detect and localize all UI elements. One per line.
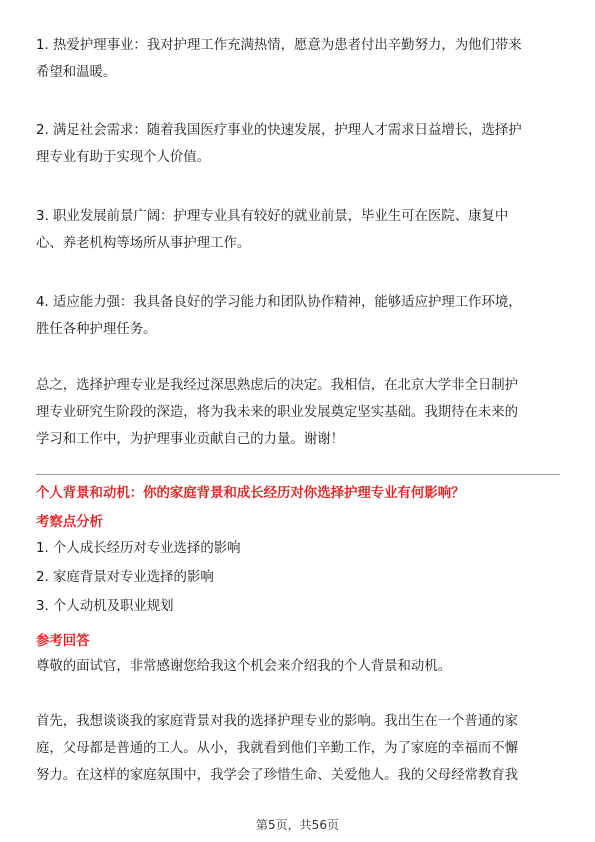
analysis-heading: 考察点分析	[36, 515, 103, 530]
analysis-item: 1. 个人成长经历对专业选择的影响	[36, 541, 241, 556]
paragraph-1: 1. 热爱护理事业：我对护理工作充满热情，愿意为患者付出辛勤努力，为他们带来 希望和温暖。	[36, 38, 522, 80]
paragraph-conclusion: 总之，选择护理专业是我经过深思熟虑后的决定。我相信，在北京大学非全日制护 理专业研究生阶段的深造，将为我未来的职业发展奠定坚实基础。我期待在未来的 学习和工作中，为护理事业贡献自己的力量。谢谢！	[36, 378, 519, 447]
analysis-item: 3. 个人动机及职业规划	[36, 599, 174, 614]
answer-paragraph: 首先，我想谈谈我的家庭背景对我的选择护理专业的影响。我出生在一个普通的家 庭，父母都是普通的工人。从小，我就看到他们辛勤工作，为了家庭的幸福而不懈 努力。在这样的家庭氛围中，我学会了珍惜生命、关爱他人。我的父母经常教育我	[36, 714, 519, 783]
paragraph-3: 3. 职业发展前景广阔：护理专业具有较好的就业前景，毕业生可在医院、康复中 心、养老机构等场所从事护理工作。	[36, 209, 509, 251]
question-title: 个人背景和动机：你的家庭背景和成长经历对你选择护理专业有何影响？	[36, 486, 465, 501]
page-number-footer: 第5页，共56页	[256, 818, 339, 832]
analysis-item: 2. 家庭背景对专业选择的影响	[36, 570, 214, 585]
paragraph-4: 4. 适应能力强：我具备良好的学习能力和团队协作精神，能够适应护理工作环境， 胜任各种护理任务。	[36, 295, 522, 337]
section-divider	[36, 474, 560, 475]
answer-intro: 尊敬的面试官，非常感谢您给我这个机会来介绍我的个人背景和动机。	[36, 659, 452, 674]
answer-heading: 参考回答	[36, 634, 90, 649]
paragraph-2: 2. 满足社会需求：随着我国医疗事业的快速发展，护理人才需求日益增长，选择护 理专业有助于实现个人价值。	[36, 123, 522, 165]
